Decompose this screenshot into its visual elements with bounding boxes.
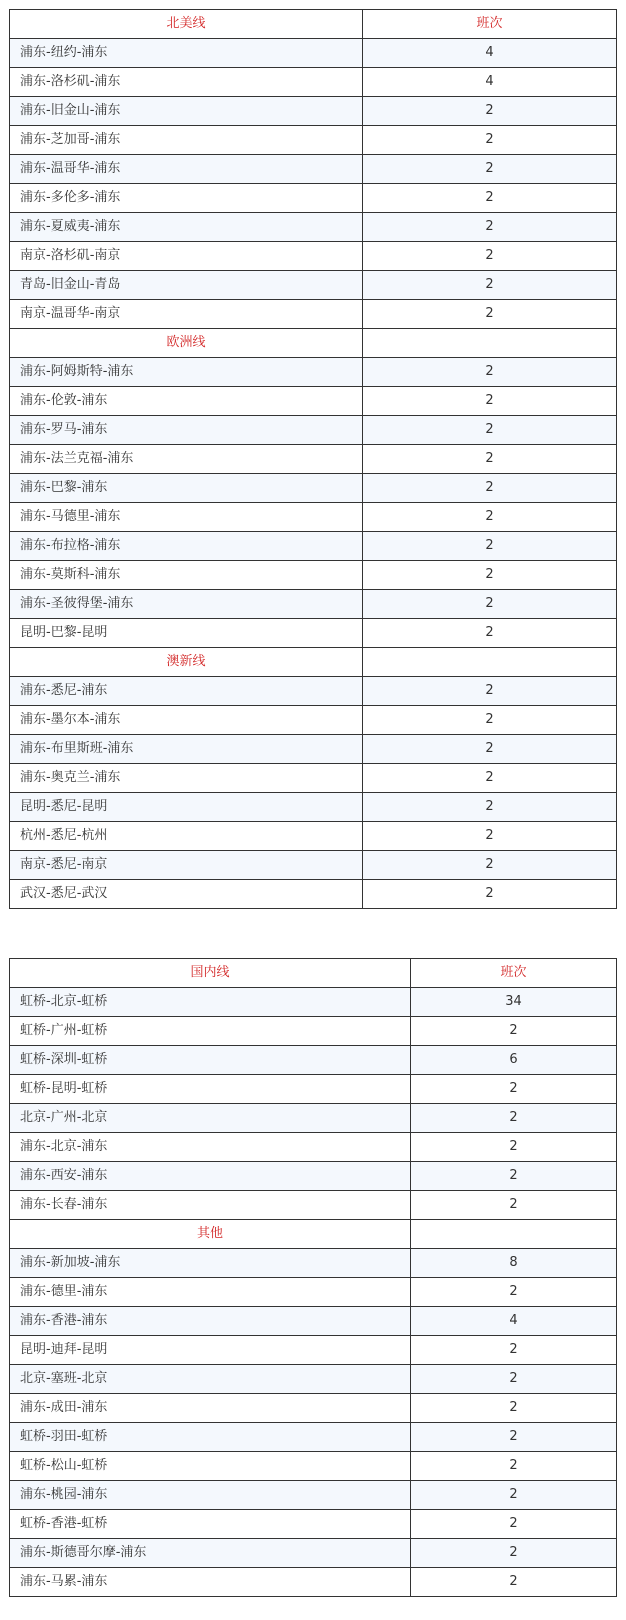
- flight-count-cell: 2: [363, 184, 617, 213]
- section-header-row: [10, 648, 617, 677]
- route-cell: 北京-广州-北京: [10, 1104, 411, 1133]
- route-cell: 浦东-北京-浦东: [10, 1133, 411, 1162]
- table-row: [10, 561, 617, 590]
- route-cell: 浦东-夏威夷-浦东: [10, 213, 363, 242]
- table-row: [10, 880, 617, 909]
- flight-count-cell: 2: [363, 126, 617, 155]
- table-row: [10, 387, 617, 416]
- flight-count-cell: 2: [363, 822, 617, 851]
- flight-count-cell: 4: [363, 39, 617, 68]
- flight-count-cell: 2: [411, 1423, 617, 1452]
- table-row: [10, 68, 617, 97]
- flight-count-cell: 2: [411, 1017, 617, 1046]
- route-cell: 南京-洛杉矶-南京: [10, 242, 363, 271]
- table-row: [10, 532, 617, 561]
- count-column-header: 班次: [363, 10, 617, 39]
- flight-count-cell: 2: [363, 155, 617, 184]
- route-cell: 浦东-德里-浦东: [10, 1278, 411, 1307]
- table-row: [10, 822, 617, 851]
- table-row: [10, 1510, 617, 1539]
- table-row: [10, 1249, 617, 1278]
- route-cell: 浦东-布里斯班-浦东: [10, 735, 363, 764]
- route-cell: 虹桥-深圳-虹桥: [10, 1046, 411, 1075]
- route-cell: 武汉-悉尼-武汉: [10, 880, 363, 909]
- table-row: [10, 242, 617, 271]
- flight-count-cell: 2: [363, 851, 617, 880]
- table-row: [10, 358, 617, 387]
- route-cell: 昆明-巴黎-昆明: [10, 619, 363, 648]
- route-cell: 浦东-伦敦-浦东: [10, 387, 363, 416]
- flight-count-cell: 2: [411, 1568, 617, 1597]
- route-cell: 虹桥-昆明-虹桥: [10, 1075, 411, 1104]
- route-cell: 虹桥-北京-虹桥: [10, 988, 411, 1017]
- table-row: [10, 1539, 617, 1568]
- table-row: [10, 1133, 617, 1162]
- table-row: [10, 988, 617, 1017]
- route-cell: 昆明-悉尼-昆明: [10, 793, 363, 822]
- route-cell: 浦东-温哥华-浦东: [10, 155, 363, 184]
- route-cell: 浦东-莫斯科-浦东: [10, 561, 363, 590]
- section-title: 其他: [10, 1220, 411, 1249]
- flight-count-cell: 2: [363, 793, 617, 822]
- section-title: 澳新线: [10, 648, 363, 677]
- route-cell: 浦东-罗马-浦东: [10, 416, 363, 445]
- table-row: [10, 445, 617, 474]
- section-title: 欧洲线: [10, 329, 363, 358]
- flight-count-cell: 2: [363, 619, 617, 648]
- flight-count-cell: 2: [363, 445, 617, 474]
- table-row: [10, 793, 617, 822]
- flight-count-cell: 2: [363, 474, 617, 503]
- route-cell: 浦东-长春-浦东: [10, 1191, 411, 1220]
- route-cell: 浦东-法兰克福-浦东: [10, 445, 363, 474]
- section-header-row: [10, 959, 617, 988]
- flight-count-cell: 2: [363, 213, 617, 242]
- table-row: [10, 735, 617, 764]
- route-cell: 浦东-成田-浦东: [10, 1394, 411, 1423]
- table-row: [10, 39, 617, 68]
- route-cell: 浦东-奥克兰-浦东: [10, 764, 363, 793]
- route-cell: 浦东-悉尼-浦东: [10, 677, 363, 706]
- table-row: [10, 1394, 617, 1423]
- flight-count-cell: 2: [411, 1336, 617, 1365]
- count-column-header: [363, 329, 617, 358]
- section-title: 北美线: [10, 10, 363, 39]
- route-cell: 浦东-阿姆斯特-浦东: [10, 358, 363, 387]
- route-cell: 虹桥-松山-虹桥: [10, 1452, 411, 1481]
- table-body: [10, 10, 617, 909]
- section-header-row: [10, 1220, 617, 1249]
- table-row: [10, 1191, 617, 1220]
- flight-count-cell: 34: [411, 988, 617, 1017]
- route-cell: 浦东-马德里-浦东: [10, 503, 363, 532]
- table-row: [10, 851, 617, 880]
- flight-count-cell: 2: [411, 1278, 617, 1307]
- table-row: [10, 97, 617, 126]
- table-row: [10, 1075, 617, 1104]
- flight-count-cell: 2: [363, 97, 617, 126]
- table-row: [10, 1568, 617, 1597]
- route-cell: 浦东-纽约-浦东: [10, 39, 363, 68]
- route-cell: 南京-温哥华-南京: [10, 300, 363, 329]
- route-cell: 浦东-多伦多-浦东: [10, 184, 363, 213]
- flight-count-cell: 4: [411, 1307, 617, 1336]
- flight-count-cell: 8: [411, 1249, 617, 1278]
- table-row: [10, 271, 617, 300]
- table-row: [10, 184, 617, 213]
- table-row: [10, 1423, 617, 1452]
- count-column-header: 班次: [411, 959, 617, 988]
- route-cell: 浦东-斯德哥尔摩-浦东: [10, 1539, 411, 1568]
- table-row: [10, 1365, 617, 1394]
- table-row: [10, 1481, 617, 1510]
- table-row: [10, 1046, 617, 1075]
- table-body: [10, 959, 617, 1597]
- route-cell: 浦东-巴黎-浦东: [10, 474, 363, 503]
- flight-count-cell: 2: [411, 1394, 617, 1423]
- flight-count-cell: 2: [411, 1162, 617, 1191]
- table-row: [10, 213, 617, 242]
- table-row: [10, 416, 617, 445]
- flight-count-cell: 2: [411, 1133, 617, 1162]
- table-row: [10, 706, 617, 735]
- international-routes-table: [9, 9, 617, 909]
- route-cell: 虹桥-羽田-虹桥: [10, 1423, 411, 1452]
- route-cell: 浦东-圣彼得堡-浦东: [10, 590, 363, 619]
- table-row: [10, 1278, 617, 1307]
- route-cell: 浦东-马累-浦东: [10, 1568, 411, 1597]
- flight-count-cell: 2: [363, 590, 617, 619]
- section-title: 国内线: [10, 959, 411, 988]
- flight-count-cell: 2: [363, 387, 617, 416]
- route-cell: 浦东-新加坡-浦东: [10, 1249, 411, 1278]
- table-row: [10, 474, 617, 503]
- table-row: [10, 503, 617, 532]
- flight-count-cell: 2: [411, 1075, 617, 1104]
- section-header-row: [10, 329, 617, 358]
- table-row: [10, 1017, 617, 1046]
- flight-count-cell: 4: [363, 68, 617, 97]
- count-column-header: [411, 1220, 617, 1249]
- table-row: [10, 126, 617, 155]
- flight-count-cell: 2: [363, 358, 617, 387]
- flight-count-cell: 2: [411, 1510, 617, 1539]
- flight-count-cell: 2: [411, 1365, 617, 1394]
- table-row: [10, 1104, 617, 1133]
- table-row: [10, 155, 617, 184]
- route-cell: 浦东-芝加哥-浦东: [10, 126, 363, 155]
- flight-count-cell: 6: [411, 1046, 617, 1075]
- count-column-header: [363, 648, 617, 677]
- table-row: [10, 677, 617, 706]
- flight-count-cell: 2: [363, 503, 617, 532]
- route-cell: 浦东-旧金山-浦东: [10, 97, 363, 126]
- route-cell: 昆明-迪拜-昆明: [10, 1336, 411, 1365]
- table-row: [10, 300, 617, 329]
- route-cell: 杭州-悉尼-杭州: [10, 822, 363, 851]
- route-cell: 浦东-布拉格-浦东: [10, 532, 363, 561]
- route-cell: 南京-悉尼-南京: [10, 851, 363, 880]
- flight-count-cell: 2: [363, 271, 617, 300]
- table-row: [10, 590, 617, 619]
- route-cell: 虹桥-广州-虹桥: [10, 1017, 411, 1046]
- route-cell: 虹桥-香港-虹桥: [10, 1510, 411, 1539]
- table-row: [10, 1336, 617, 1365]
- flight-count-cell: 2: [411, 1104, 617, 1133]
- route-cell: 浦东-洛杉矶-浦东: [10, 68, 363, 97]
- route-cell: 浦东-西安-浦东: [10, 1162, 411, 1191]
- flight-count-cell: 2: [363, 300, 617, 329]
- flight-count-cell: 2: [363, 880, 617, 909]
- table-row: [10, 764, 617, 793]
- flight-count-cell: 2: [363, 561, 617, 590]
- flight-count-cell: 2: [363, 735, 617, 764]
- route-cell: 浦东-香港-浦东: [10, 1307, 411, 1336]
- domestic-other-routes-table: [9, 958, 617, 1597]
- flight-count-cell: 2: [363, 677, 617, 706]
- flight-count-cell: 2: [363, 416, 617, 445]
- table-row: [10, 619, 617, 648]
- route-cell: 北京-塞班-北京: [10, 1365, 411, 1394]
- route-cell: 浦东-桃园-浦东: [10, 1481, 411, 1510]
- flight-count-cell: 2: [363, 764, 617, 793]
- table-row: [10, 1162, 617, 1191]
- table-row: [10, 1452, 617, 1481]
- flight-count-cell: 2: [363, 706, 617, 735]
- route-cell: 浦东-墨尔本-浦东: [10, 706, 363, 735]
- section-header-row: [10, 10, 617, 39]
- route-cell: 青岛-旧金山-青岛: [10, 271, 363, 300]
- flight-count-cell: 2: [411, 1539, 617, 1568]
- flight-count-cell: 2: [411, 1191, 617, 1220]
- flight-count-cell: 2: [363, 242, 617, 271]
- table-row: [10, 1307, 617, 1336]
- flight-count-cell: 2: [411, 1452, 617, 1481]
- flight-count-cell: 2: [411, 1481, 617, 1510]
- flight-count-cell: 2: [363, 532, 617, 561]
